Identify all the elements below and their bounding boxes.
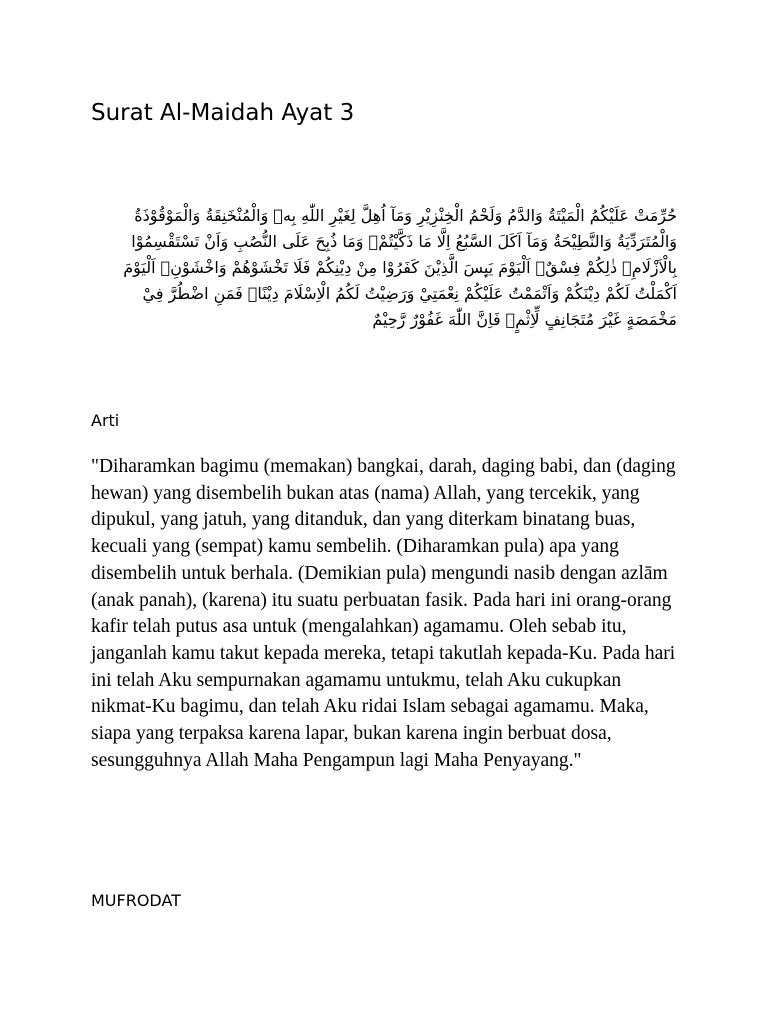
page-title: Surat Al-Maidah Ayat 3 xyxy=(91,100,355,126)
translation-paragraph: "Diharamkan bagimu (memakan) bangkai, darah, daging babi, dan (daging hewan) yang disembelih bukan atas (nama) Allah, yang tercekik, yang dipukul, yang jatuh, yang ditanduk, dan yang diterkam binatang buas, kecuali yang (sempat) kamu sembelih. (Diharamkan pula) apa yang disembelih untuk berhala. (Demikian pula) mengundi nasib dengan azlām (anak panah), (karena) itu suatu perbuatan fasik. Pada hari ini orang-orang kafir telah putus asa untuk (mengalahkan) agamamu. Oleh sebab itu, janganlah kamu takut kepada mereka, tetapi takutlah kepada-Ku. Pada hari ini telah Aku sempurnakan agamamu untukmu, telah Aku cukupkan nikmat-Ku bagimu, dan telah Aku ridai Islam sebagai agamamu. Maka, siapa yang terpaksa karena lapar, bukan karena ingin berbuat dosa, sesungguhnya Allah Maha Pengampun lagi Maha Penyayang." xyxy=(91,456,676,771)
arabic-verse-text: حُرِّمَتْ عَلَيْكُمُ الْمَيْتَةُ وَالدَّمُ وَلَحْمُ الْخِنْزِيْرِ وَمَآ اُهِلَّ لِغَيْرِ اللّٰهِ بِهٖ وَالْمُنْخَنِقَةُ وَالْمَوْقُوْذَةُ وَالْمُتَرَدِّيَةُ وَالنَّطِيْحَةُ وَمَآ اَكَلَ السَّبُعُ اِلَّا مَا ذَكَّيْتُمْۗ وَمَا ذُبِحَ عَلَى النُّصُبِ وَاَنْ تَسْتَقْسِمُوْا بِالْاَزْلَامِۗ ذٰلِكُمْ فِسْقٌۗ اَلْيَوْمَ يَىِٕسَ الَّذِيْنَ كَفَرُوْا مِنْ دِيْنِكُمْ فَلَا تَخْشَوْهُمْ وَاخْشَوْنِۗ اَلْيَوْمَ اَكْمَلْتُ لَكُمْ دِيْنَكُمْ وَاَتْمَمْتُ عَلَيْكُمْ نِعْمَتِيْ وَرَضِيْتُ لَكُمُ الْاِسْلَامَ دِيْنًاۗ فَمَنِ اضْطُرَّ فِيْ مَخْمَصَةٍ غَيْرَ مُتَجَانِفٍ لِّاِثْمٍۙ فَاِنَّ اللّٰهَ غَفُوْرٌ رَّحِيْمٌ xyxy=(123,206,677,329)
arti-heading: Arti xyxy=(91,411,120,430)
mufrodat-heading: MUFRODAT xyxy=(91,891,181,910)
